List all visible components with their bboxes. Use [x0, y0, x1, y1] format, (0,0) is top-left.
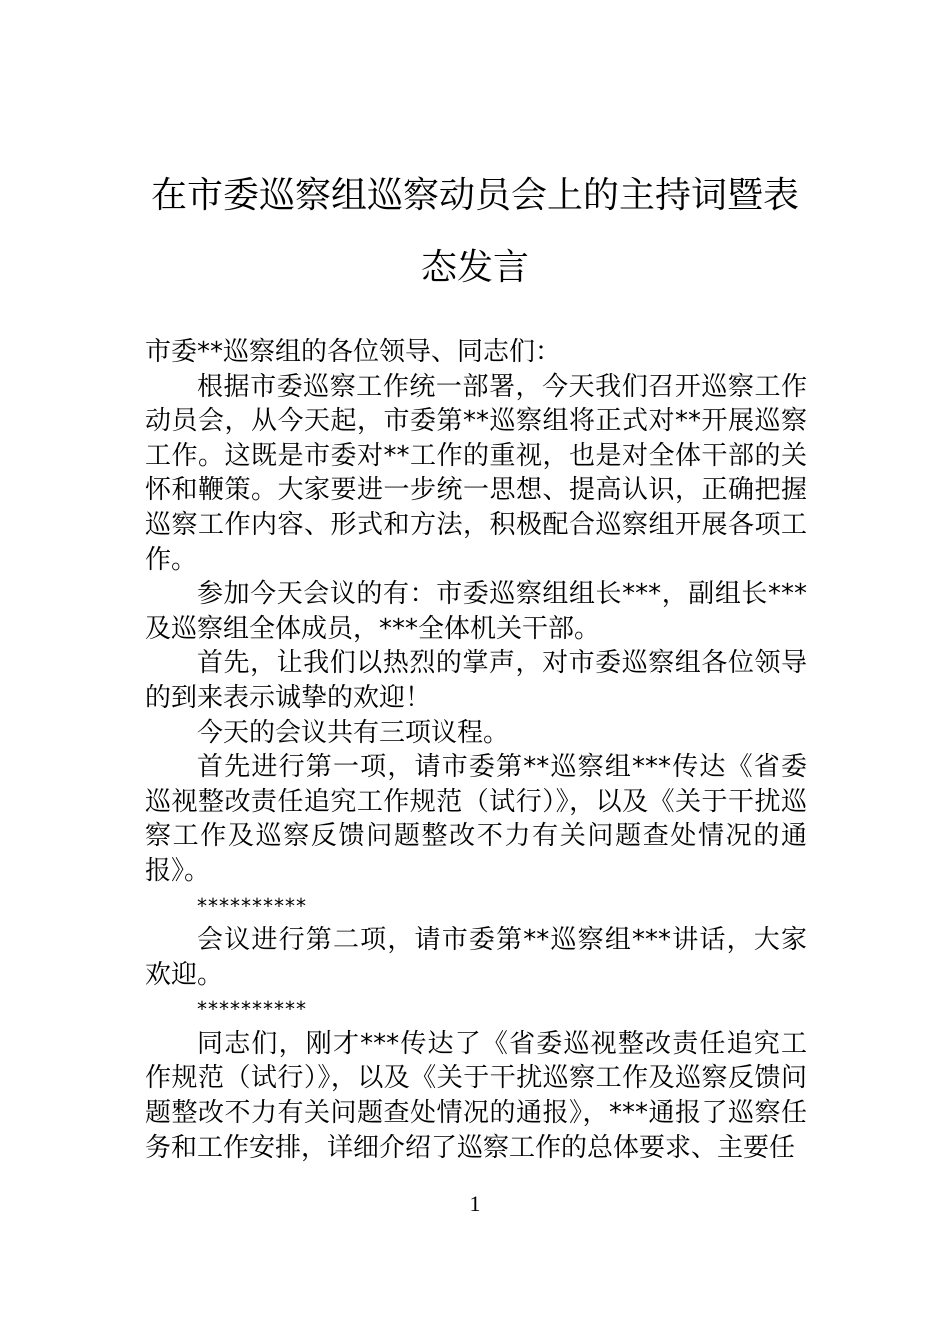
body-paragraph: 首先，让我们以热烈的掌声，对市委巡察组各位领导的到来表示诚挚的欢迎！: [145, 648, 807, 713]
body-paragraph: 首先进行第一项，请市委第**巡察组***传达《省委巡视整改责任追究工作规范（试行）》，以及《关于干扰巡察工作及巡察反馈问题整改不力有关问题查处情况的通报》。: [145, 752, 807, 886]
salutation-paragraph: 市委**巡察组的各位领导、同志们：: [145, 337, 562, 367]
document-title-line-2: 态发言: [420, 247, 529, 288]
separator-stars: **********: [197, 893, 307, 918]
body-paragraph: 会议进行第二项，请市委第**巡察组***讲话，大家欢迎。: [145, 925, 807, 990]
body-paragraph: 根据市委巡察工作统一部署，今天我们召开巡察工作动员会，从今天起，市委第**巡察组将正式对**开展巡察工作。这既是市委对**工作的重视，也是对全体干部的关怀和鞭策。大家要进一步统一思想、提高认识，正确把握巡察工作内容、形式和方法，积极配合巡察组开展各项工作。: [145, 371, 807, 575]
document-title-line-1: 在市委巡察组巡察动员会上的主持词暨表: [150, 175, 799, 216]
page-number: 1: [469, 1191, 481, 1216]
body-paragraph: 参加今天会议的有：市委巡察组组长***，副组长***及巡察组全体成员，***全体机关干部。: [145, 579, 807, 644]
separator-stars: **********: [197, 997, 307, 1022]
document-body: [145, 335, 807, 1165]
body-paragraph: 今天的会议共有三项议程。: [197, 717, 510, 748]
body-paragraph: 同志们，刚才***传达了《省委巡视整改责任追究工作规范（试行）》，以及《关于干扰巡察工作及巡察反馈问题整改不力有关问题查处情况的通报》，***通报了巡察任务和工作安排，详细介绍了巡察工作的总体要求、主要任: [145, 1028, 807, 1163]
